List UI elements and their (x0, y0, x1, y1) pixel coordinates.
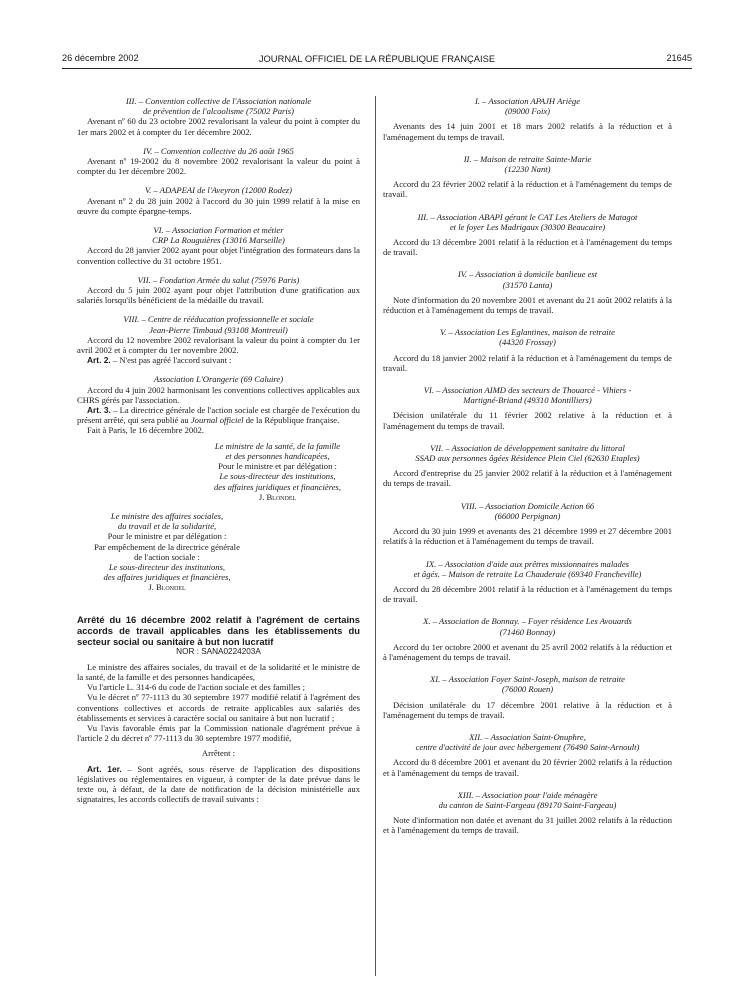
section-text: Décision unilatérale du 11 février 2002 relative à la réduction et à l'aménagement du temps de travail. (383, 410, 672, 431)
section-heading: VI. – Association AIMD des secteurs de Thouarcé - Vihiers - (423, 385, 632, 396)
section-heading: XII. – Association Saint-Onuphre, (469, 731, 586, 742)
section-text: Accord du 18 janvier 2002 relatif à la réduction et à l'aménagement du temps de travail. (383, 352, 672, 373)
section-heading: (66000 Perpignan) (494, 510, 561, 521)
section-text: Accord du 13 décembre 2001 relatif à la réduction et à l'aménagement du temps de travail. (383, 237, 672, 258)
column-divider (375, 96, 376, 976)
section-heading: V. – ADAPEAI de l'Aveyron (12000 Rodez) (144, 185, 293, 196)
section-heading: (71460 Bonnay) (499, 626, 556, 637)
article-2: Art. 2. – N'est pas agréé l'accord suivant : (87, 355, 232, 366)
section-heading: du canton de Saint-Fargeau (89170 Saint-Fargeau) (438, 799, 617, 810)
section-heading: CRP La Rouguières (13016 Marseille) (152, 235, 285, 246)
header-date: 26 décembre 2002 (62, 53, 139, 63)
section-heading: I. – Association APAJH Ariège (474, 96, 581, 106)
section-text: Accord du 28 janvier 2002 ayant pour objet l'intégration des formateurs dans la convention collective du 31 octobre 1951. (77, 245, 360, 266)
section-text: Avenant nº 2 du 28 juin 2002 à l'accord du 30 juin 1999 relatif à la mise en œuvre du compte épargne-temps. (77, 195, 360, 216)
left-column (77, 96, 360, 804)
section-text: Accord du 5 juin 2002 ayant pour objet l'attribution d'une gratification aux salariés lorsqu'ils bénéficient de la médaille du travail. (77, 285, 360, 306)
arretent-heading: Arrêtent : (201, 748, 236, 759)
section-heading: Association L'Orangerie (69 Caluire) (153, 374, 284, 385)
section-heading: XI. – Association Foyer Saint-Joseph, maison de retraite (430, 674, 625, 685)
section-heading: II. – Maison de retraite Sainte-Marie (463, 153, 592, 164)
section-heading: VII. – Fondation Armée du salut (75976 Paris) (137, 274, 300, 285)
section-text: Accord d'entreprise du 25 janvier 2002 relatif à la réduction et à l'aménagement du temps de travail. (383, 468, 672, 489)
section-heading: IV. – Association à domicile banlieue est (457, 269, 598, 280)
preamble-text: Vu le décret nº 77-1113 du 30 septembre 1977 modifié relatif à l'agrément des conventions collectives et accords de retraite applicables aux salariés des établissements et services à caractère social ou sanitaire à but non lucratif ; (77, 692, 360, 723)
section-heading: (44320 Frossay) (499, 337, 556, 348)
section-heading: VII. – Association de développement sanitaire du littoral (430, 442, 625, 453)
signature-block: Le ministre des affaires sociales, du travail et de la solidarité, Pour le ministre et par délégation : Par empêchement de la directrice générale de l'action sociale : Le sous-directeur des institutions, des affaires juridiques et financières, J. Blondel (77, 511, 257, 593)
signatory-name: J. Blondel (258, 491, 297, 502)
section-heading: (31570 Lanta) (502, 279, 553, 290)
section-heading: X. – Association de Bonnay. – Foyer résidence Les Avouards (423, 616, 632, 627)
section-heading: VIII. – Centre de rééducation professionnelle et sociale (123, 314, 314, 325)
page-header (62, 53, 692, 67)
right-column (383, 96, 672, 836)
signatory-name: J. Blondel (148, 582, 186, 593)
section-text: Accord du 28 décembre 2001 relatif à la réduction et à l'aménagement du temps de travail. (383, 583, 672, 605)
section-heading: et âgés. – Maison de retraite La Chauderaie (69340 Francheville) (413, 568, 642, 579)
section-heading: Jean-Pierre Timbaud (93108 Montreuil) (149, 324, 288, 335)
section-heading: VIII. – Association Domicile Action 66 (460, 500, 595, 511)
preamble-text: Vu l'avis favorable émis par la Commission nationale d'agrément prévue à l'article 2 du décret nº 77-1113 du 30 septembre 1977 modifié, (77, 722, 360, 744)
section-text: Accord du 23 février 2002 relatif à la réduction et à l'aménagement du temps de travail. (383, 179, 672, 200)
section-heading: III. – Convention collective de l'Association nationale (125, 96, 312, 106)
header-journal-title: JOURNAL OFFICIEL DE LA RÉPUBLIQUE FRANÇAISE (258, 53, 496, 64)
article-1: Art. 1er. – Sont agréés, sous réserve de l'application des dispositions législatives ou réglementaires en vigueur, à compter de la date prévue dans le texte ou, à défaut, de la date de notification de la décision ministérielle aux signataires, les accords collectifs de travail suivants : (77, 763, 360, 805)
section-heading: IX. – Association d'aide aux prêtres missionnaires malades (426, 558, 629, 569)
section-heading: V. – Association Les Eglantines, maison de retraite (440, 327, 615, 338)
preamble-text: Vu l'article L. 314-6 du code de l'action sociale et des familles ; (87, 682, 306, 693)
article-label: Art. 2. (87, 355, 111, 366)
section-heading: SSAD aux personnes âgées Résidence Plein Ciel (62630 Etaples) (415, 453, 640, 464)
header-rule (62, 68, 692, 69)
nor-reference: NOR : SANA0224203A (176, 646, 261, 656)
section-heading: centre d'activité de jour avec hébergement (76490 Saint-Arnoult) (415, 742, 640, 753)
section-text: Accord du 30 juin 1999 et avenants des 21 décembre 1999 et 27 décembre 2001 relatifs à la réduction et à l'aménagement du temps de travail. (383, 526, 672, 547)
section-text: Décision unilatérale du 17 décembre 2001 relative à la réduction et à l'aménagement du temps de travail. (383, 699, 672, 720)
article-label: Art. 1er. (87, 763, 122, 774)
section-heading: (12230 Nant) (504, 164, 551, 175)
section-text: Note d'information du 20 novembre 2001 et avenant du 21 août 2002 relatifs à la réduction et à l'aménagement du temps de travail. (383, 294, 672, 316)
section-heading: VI. – Association Formation et métier (153, 225, 284, 236)
section-text: Accord du 12 novembre 2002 revalorisant la valeur du point à compter du 1er avril 2002 et à compter du 1er novembre 2002. (77, 334, 360, 356)
section-text: Accord du 4 juin 2002 harmonisant les conventions collectives applicables aux CHRS gérés par l'association. (77, 384, 360, 405)
section-heading: (09000 Foix) (504, 106, 551, 117)
article-label: Art. 3. (87, 405, 111, 416)
section-heading: IV. – Convention collective du 26 août 1965 (143, 145, 294, 156)
section-heading: Martigné-Briand (49310 Montilliers) (463, 395, 592, 406)
arrete-title: Arrêté du 16 décembre 2002 relatif à l'agrément de certains accords de travail applicables dans les établissements du secteur social ou sanitaire à but non lucratif (77, 613, 360, 647)
signature-block: Le ministre de la santé, de la famille et des personnes handicapées, Pour le ministre et par délégation : Le sous-directeur des institutions, des affaires juridiques et financières, J. Blondel (195, 441, 360, 502)
section-heading: XIII. – Association pour l'aide ménagère (457, 789, 598, 800)
preamble-text: Le ministre des affaires sociales, du travail et de la solidarité et le ministre de la santé, de la famille et des personnes handicapées, (77, 661, 360, 682)
section-text: Avenant nº 19-2002 du 8 novembre 2002 revalorisant la valeur du point à compter du 1er décembre 2002. (77, 156, 360, 177)
section-text: Accord du 8 décembre 2001 et avenant du 20 février 2002 relatifs à la réduction et à l'aménagement du temps de travail. (383, 757, 672, 778)
section-text: Avenant nº 60 du 23 octobre 2002 revalorisant la valeur du point à compter du 1er mars 2002 et à compter du 1er décembre 2002. (77, 116, 360, 137)
signing-place-date: Fait à Paris, le 16 décembre 2002. (87, 425, 204, 436)
section-heading: de prévention de l'alcoolisme (75002 Paris) (142, 106, 294, 117)
section-text: Accord du 1er octobre 2000 et avenant du 25 avril 2002 relatifs à la réduction et à l'aménagement du temps de travail. (383, 641, 672, 662)
article-3: Art. 3. – La directrice générale de l'action sociale est chargée de l'exécution du présent arrêté, qui sera publié au Journal officiel de la République française. (77, 405, 360, 426)
section-heading: et le foyer Les Madrigaux (30300 Beaucaire) (449, 221, 606, 232)
section-text: Avenants des 14 juin 2001 et 18 mars 2002 relatifs à la réduction et à l'aménagement du temps de travail. (383, 121, 672, 142)
section-text: Note d'information non datée et avenant du 31 juillet 2002 relatifs à la réduction et à l'aménagement du temps de travail. (383, 815, 672, 836)
section-heading: (76000 Rouen) (501, 684, 554, 695)
section-heading: III. – Association ABAPI gérant le CAT Les Ateliers de Matagot (417, 211, 638, 222)
header-page-number: 21645 (666, 53, 692, 63)
